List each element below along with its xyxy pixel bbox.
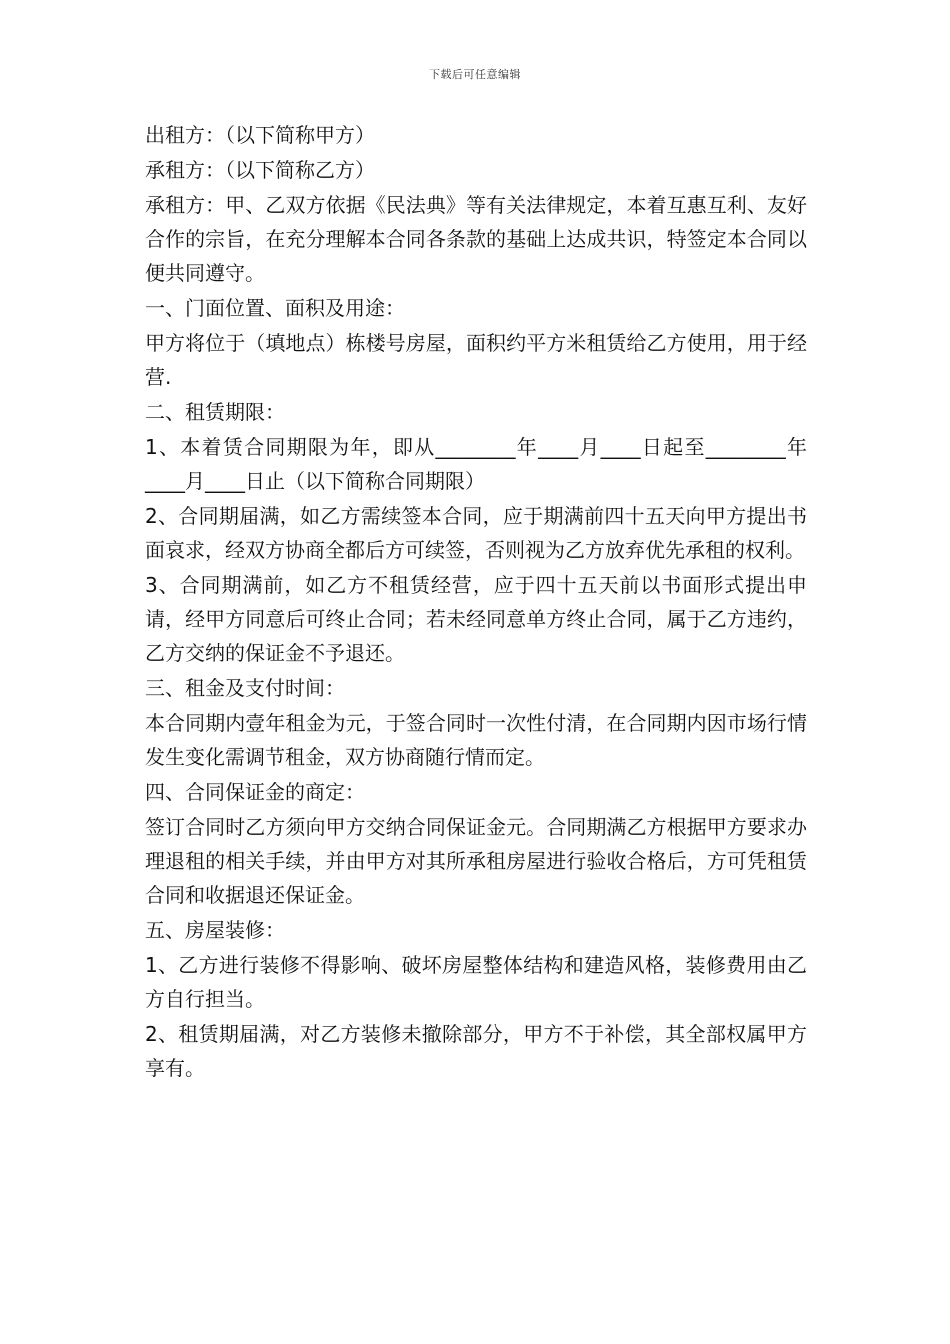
section-heading-term: 二、租赁期限： [145, 400, 285, 424]
paragraph-preamble: 承租方：甲、乙双方依据《民法典》等有关法律规定，本着互惠互利、友好合作的宗旨，在充分理解本合同各条款的基础上达成共识，特签定本合同以便共同遵守。 [145, 193, 807, 285]
paragraph-lessee: 承租方：（以下简称乙方） [145, 158, 375, 182]
paragraph-term-2: 2、合同期届满，如乙方需续签本合同，应于期满前四十五天向甲方提出书面哀求，经双方协商全都后方可续签，否则视为乙方放弃优先承租的权利。 [145, 504, 807, 562]
page-header: 下载后可任意编辑 [429, 68, 521, 81]
document-body [145, 118, 807, 1085]
paragraph-term-1: 1、本着赁合同期限为年，即从________年____月____日起至________年____月____日止（以下简称合同期限） [145, 435, 807, 493]
paragraph-lessor: 出租方：（以下简称甲方） [145, 123, 375, 147]
paragraph-deposit: 签订合同时乙方须向甲方交纳合同保证金元。合同期满乙方根据甲方要求办理退租的相关手续，并由甲方对其所承租房屋进行验收合格后，方可凭租赁合同和收据退还保证金。 [145, 815, 807, 907]
section-heading-location: 一、门面位置、面积及用途： [145, 296, 405, 320]
paragraph-location: 甲方将位于（填地点）栋楼号房屋，面积约平方米租赁给乙方使用，用于经营. [145, 331, 807, 389]
section-heading-renovation: 五、房屋装修： [145, 918, 285, 942]
paragraph-renovation-1: 1、乙方进行装修不得影响、破坏房屋整体结构和建造风格，装修费用由乙方自行担当。 [145, 953, 807, 1011]
paragraph-rent: 本合同期内壹年租金为元，于签合同时一次性付清，在合同期内因市场行情发生变化需调节租金，双方协商随行情而定。 [145, 711, 807, 769]
section-heading-deposit: 四、合同保证金的商定： [145, 780, 365, 804]
section-heading-rent: 三、租金及支付时间： [145, 676, 345, 700]
paragraph-term-3: 3、合同期满前，如乙方不租赁经营，应于四十五天前以书面形式提出申请，经甲方同意后可终止合同；若未经同意单方终止合同，属于乙方违约，乙方交纳的保证金不予退还。 [145, 573, 807, 665]
paragraph-renovation-2: 2、租赁期届满，对乙方装修未撤除部分，甲方不于补偿，其全部权属甲方享有。 [145, 1022, 807, 1080]
